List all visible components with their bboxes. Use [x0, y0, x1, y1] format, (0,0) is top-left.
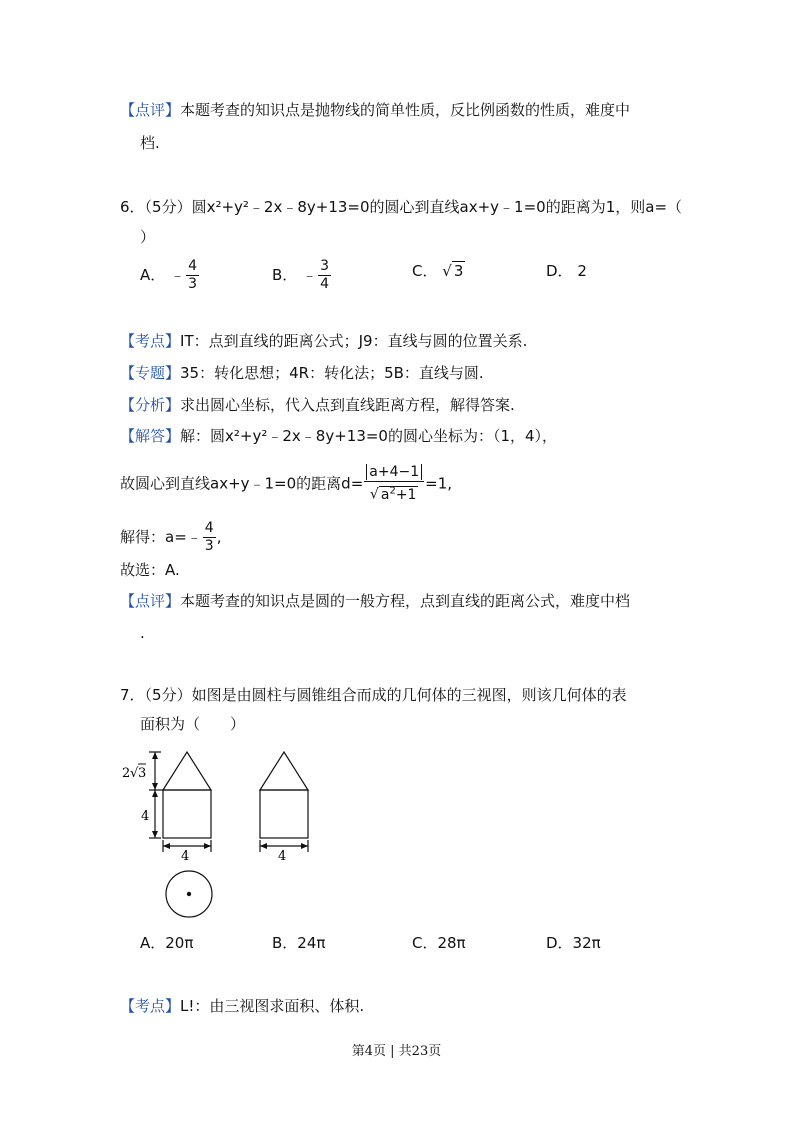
plus-one: +1	[395, 486, 417, 503]
side-cone	[260, 752, 308, 790]
q6-option-d	[546, 260, 587, 282]
q6-option-b-sign: ﹣	[302, 266, 318, 284]
q7-option-b: B．24π	[272, 934, 326, 952]
q6-option-d-label: D．	[546, 262, 573, 280]
dim-bottom-height: 4	[141, 809, 150, 824]
dim-top-sqrt-symbol: √	[130, 766, 139, 781]
sqrt-radicand	[379, 486, 419, 503]
arrow-right-side	[301, 843, 308, 849]
fraction-denominator: 3	[204, 538, 214, 554]
q6-distance-line	[120, 464, 452, 504]
q6-option-b-fraction	[318, 258, 331, 293]
page-footer: 第4页 | 共23页	[351, 1044, 442, 1059]
q6-kaodian-text: IT：点到直线的距离公式；J9：直线与圆的位置关系.	[180, 332, 528, 350]
q7-kaodian-tag: 【考点】	[120, 997, 181, 1015]
q7-option-d: D．32π	[546, 934, 601, 952]
q6-solve-fraction	[203, 520, 216, 555]
q6-comment-text: 本题考查的知识点是圆的一般方程，点到直线的距离公式，难度中档	[180, 592, 631, 610]
q6-comment	[120, 590, 630, 612]
q6-distance-fraction	[364, 464, 424, 504]
q6-option-a	[140, 258, 200, 293]
fraction-numerator: 3	[320, 258, 330, 274]
sqrt-symbol: √ 3	[442, 262, 464, 280]
arrow-down-bottom	[152, 831, 158, 838]
q7-three-view-figure	[115, 742, 375, 922]
fraction-denominator	[364, 482, 424, 504]
q6-solve-line	[120, 520, 221, 555]
sqrt-symbol: √ $a^2+1$	[369, 485, 417, 503]
front-cone	[163, 752, 211, 790]
q6-kaodian	[120, 330, 527, 352]
q6-stem: 6．（5分）圆x²+y²﹣2x﹣8y+13=0的圆心到直线ax+y﹣1=0的距离为1，则a=（	[120, 198, 683, 216]
exponent: 2	[389, 485, 396, 496]
q6-zhuanti	[120, 362, 484, 384]
arrow-right-front	[204, 843, 211, 849]
side-cylinder	[260, 790, 308, 838]
q6-jieda-tag: 【解答】	[120, 427, 181, 445]
arrow-up-mid	[152, 790, 158, 797]
q6-option-a-fraction	[186, 258, 199, 293]
q6-choose: 故选：A.	[120, 561, 180, 579]
dim-top-coef: 2	[122, 766, 131, 781]
q6-solve-suffix: ,	[216, 528, 222, 546]
q6-zhuanti-tag: 【专题】	[120, 364, 181, 382]
arrow-left-side	[260, 843, 267, 849]
q6-solve-sign: ﹣	[186, 528, 202, 546]
fraction-denominator: 4	[320, 276, 330, 292]
q6-jieda-text: 解：圆x²+y²﹣2x﹣8y+13=0的圆心坐标为：（1，4），	[180, 427, 558, 445]
var-a: a	[380, 486, 390, 503]
fraction-denominator: 3	[188, 276, 197, 292]
q7-option-a: A．20π	[140, 934, 194, 952]
q5-comment	[120, 99, 630, 121]
top-view-center-dot	[187, 892, 191, 896]
q6-kaodian-tag: 【考点】	[120, 332, 181, 350]
q7-kaodian-text: L!：由三视图求面积、体积.	[180, 997, 365, 1015]
q6-option-c-label: C．	[412, 262, 438, 280]
arrow-left-front	[163, 843, 170, 849]
dim-top-radicand: 3	[138, 766, 147, 781]
q5-comment-cont: 档.	[140, 134, 160, 152]
q6-option-a-sign: ﹣	[170, 266, 186, 284]
absolute-value: a+4−1	[366, 464, 422, 480]
q6-option-a-label: A．	[140, 266, 166, 284]
sqrt-radicand: 3	[453, 262, 464, 280]
q6-zhuanti-text: 35：转化思想；4R：转化法；5B：直线与圆.	[180, 364, 484, 382]
q6-stem-cont: ）	[140, 228, 156, 246]
fraction-numerator	[364, 464, 424, 482]
dim-side-width: 4	[278, 849, 287, 864]
q6-option-c	[412, 260, 465, 282]
q6-distance-suffix: =1,	[425, 474, 453, 493]
q6-fenxi	[120, 394, 515, 416]
arrow-down-mid	[152, 783, 158, 790]
q6-fenxi-text: 求出圆心坐标，代入点到直线距离方程，解得答案.	[180, 396, 515, 414]
q7-stem: 7．（5分）如图是由圆柱与圆锥组合而成的几何体的三视图，则该几何体的表	[120, 686, 627, 704]
q6-option-b	[272, 258, 332, 293]
q6-jieda	[120, 425, 557, 447]
q7-kaodian	[120, 995, 364, 1017]
dim-front-width: 4	[181, 849, 190, 864]
arrow-up-top	[152, 752, 158, 759]
fraction-numerator: 4	[204, 520, 214, 536]
q6-solve-prefix: 解得：a=	[120, 528, 187, 546]
q6-option-d-value: 2	[577, 262, 587, 280]
q5-comment-text: 本题考查的知识点是抛物线的简单性质，反比例函数的性质，难度中	[180, 101, 631, 119]
q7-option-c: C．28π	[412, 934, 466, 952]
q7-stem-cont: 面积为（ ）	[140, 715, 246, 733]
q6-fenxi-tag: 【分析】	[120, 396, 181, 414]
q6-comment-tag: 【点评】	[120, 592, 181, 610]
q6-distance-prefix: 故圆心到直线ax+y﹣1=0的距离d=	[120, 474, 364, 493]
q6-comment-cont: .	[140, 624, 145, 642]
front-cylinder	[163, 790, 211, 838]
q6-option-b-label: B．	[272, 266, 298, 284]
q5-comment-tag: 【点评】	[120, 101, 181, 119]
fraction-numerator: 4	[188, 258, 197, 274]
